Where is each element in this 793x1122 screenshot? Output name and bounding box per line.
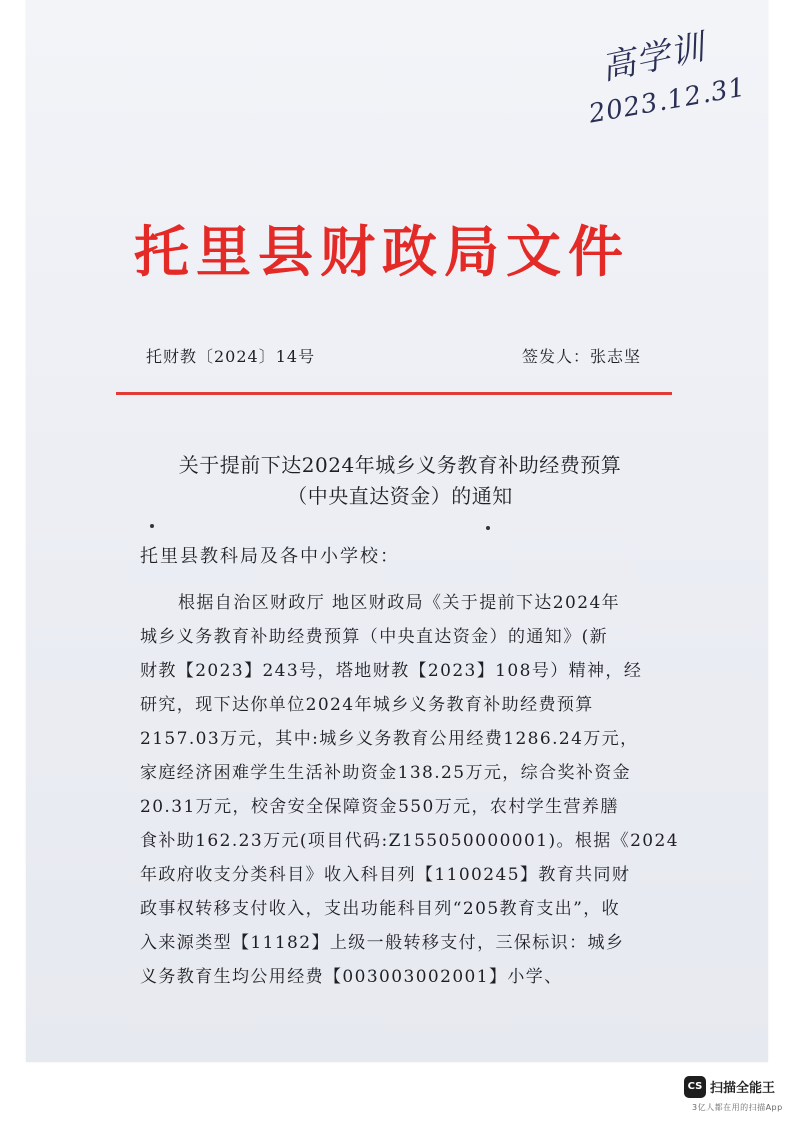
scan-speck — [486, 526, 490, 530]
body-line: 根据自治区财政厅 地区财政局《关于提前下达2024年 — [178, 593, 621, 613]
body-line: 城乡义务教育补助经费预算（中央直达资金）的通知》(新 — [140, 627, 609, 647]
body-line: 年政府收支分类科目》收入科目列【1100245】教育共同财 — [140, 865, 631, 885]
notice-title — [100, 450, 700, 512]
scanner-app-watermark — [680, 1072, 792, 1118]
body-line: 入来源类型【11182】上级一般转移支付，三保标识：城乡 — [140, 933, 625, 953]
camscanner-logo-icon: CS — [684, 1076, 706, 1098]
body-line: 2157.03万元，其中:城乡义务教育公用经费1286.24万元， — [140, 729, 639, 749]
body-line: 食补助162.23万元(项目代码:Z155050000001)。根据《2024 — [140, 831, 679, 851]
notice-title-line-2: （中央直达资金）的通知 — [287, 484, 513, 508]
issuer-signatory: 签发人：张志坚 — [522, 347, 642, 366]
document-number: 托财教〔2024〕14号 — [146, 347, 316, 366]
body-line: 20.31万元，校舍安全保障资金550万元，农村学生营养膳 — [140, 797, 619, 817]
body-line: 义务教育生均公用经费【003003002001】小学、 — [140, 967, 563, 987]
body-line: 财教【2023】243号，塔地财教【2023】108号）精神，经 — [140, 661, 643, 681]
body-line: 家庭经济困难学生生活补助资金138.25万元，综合奖补资金 — [140, 763, 632, 783]
notice-title-line-1: 关于提前下达2024年城乡义务教育补助经费预算 — [178, 453, 622, 477]
watermark-brand: 扫描全能王 — [710, 1081, 776, 1096]
handwritten-signature: 高学训 — [597, 27, 709, 89]
document-masthead: 托里县财政局文件 — [133, 220, 630, 284]
salutation: 托里县教科局及各中小学校： — [140, 546, 400, 567]
watermark-tagline: 3亿人都在用的扫描App — [692, 1103, 783, 1112]
body-line: 研究，现下达你单位2024年城乡义务教育补助经费预算 — [140, 695, 594, 715]
handwritten-date: 2023.12.31 — [586, 72, 749, 130]
red-divider-line — [116, 392, 672, 395]
scan-speck — [150, 524, 154, 528]
body-line: 政事权转移支付收入，支出功能科目列“205教育支出”，收 — [140, 899, 621, 919]
